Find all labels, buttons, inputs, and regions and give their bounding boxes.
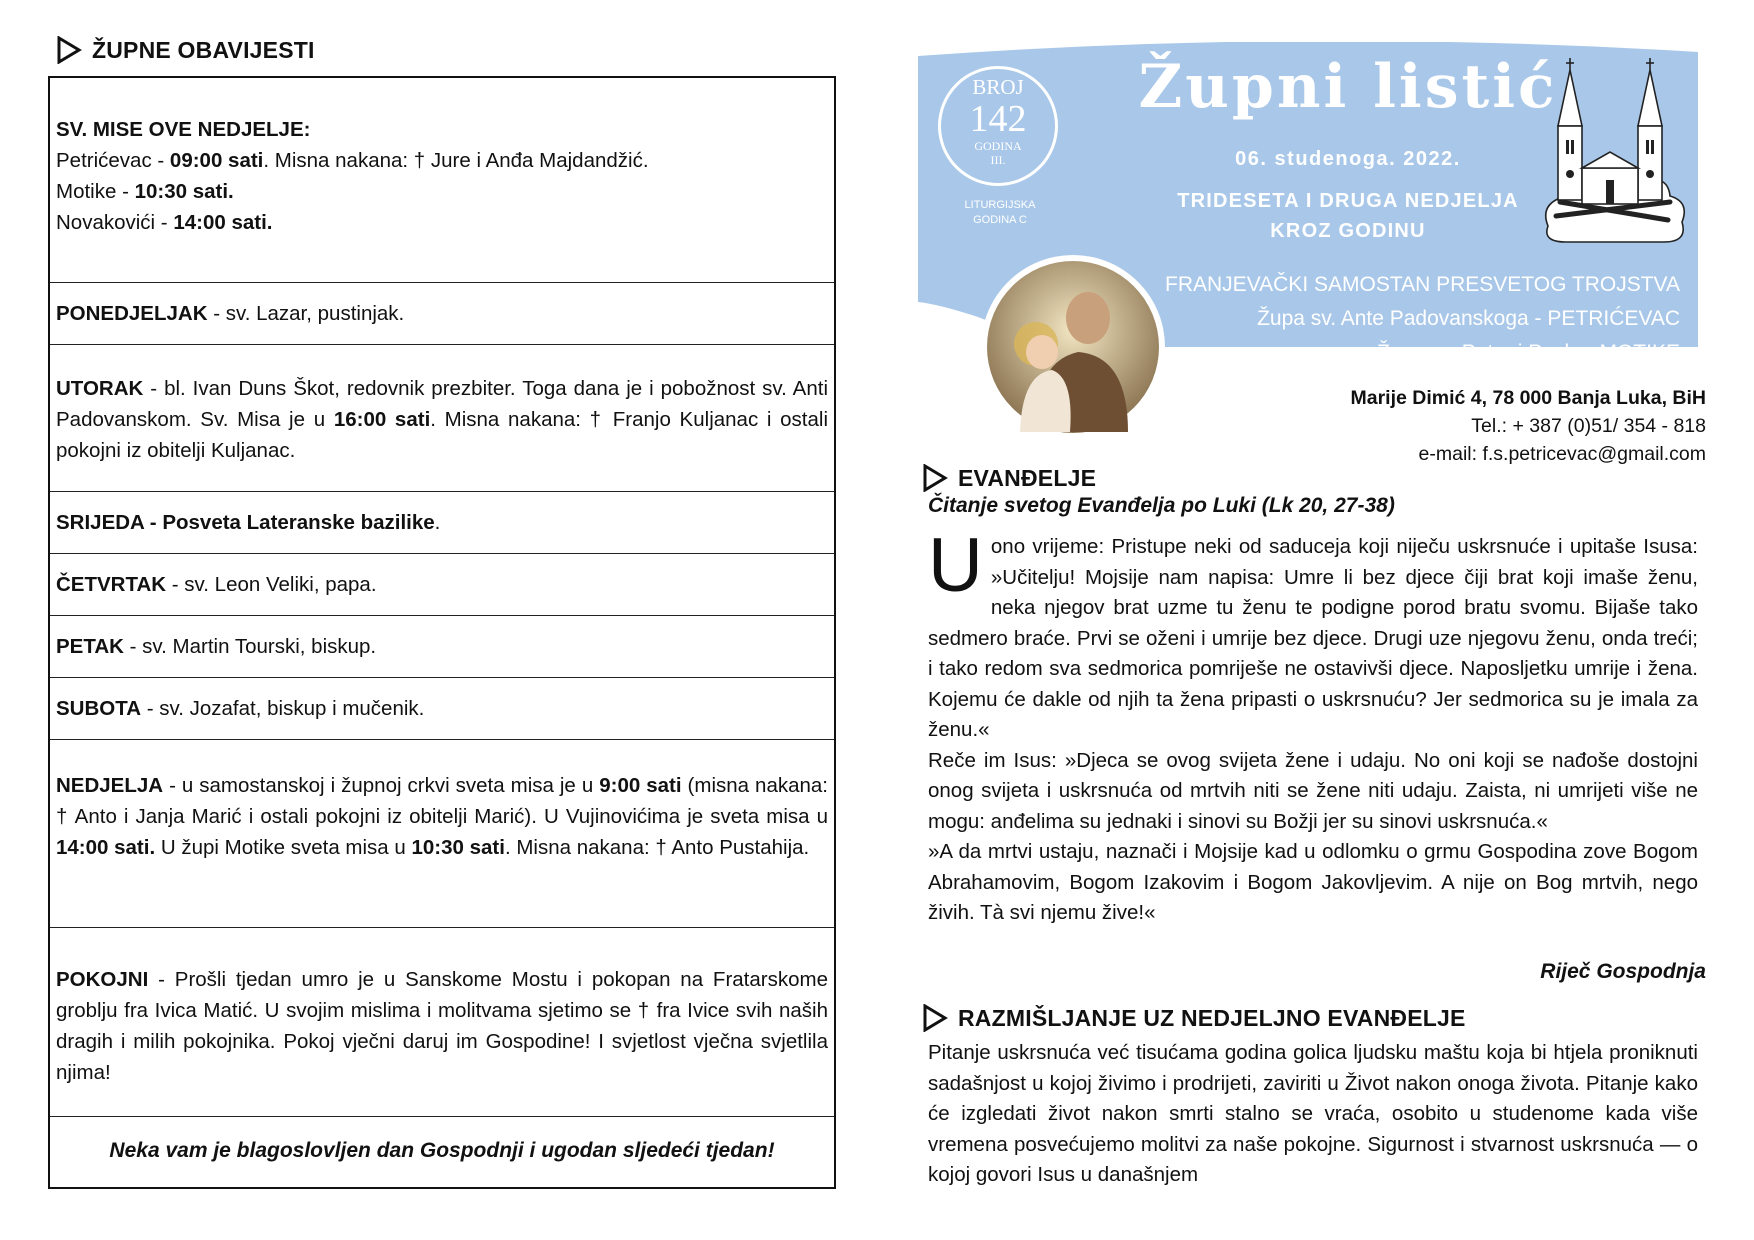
reflection-heading <box>922 1004 1466 1032</box>
mass-place: Petrićevac - <box>56 149 170 172</box>
day-label: UTORAK <box>56 377 144 400</box>
sunday-line-2: KROZ GODINU <box>1270 220 1426 242</box>
paragraph-text: ono vrijeme: Pristupe neki od saduceja koji niječu uskrsnuće i upitaše Isusa: »Učitelju! Mojsije nam napisa: Umre li bez djece čiji brat koji imaše ženu, neka njegov brat uzme tu ženu te podigne porod bratu svomu. Bijaše tako sedmero braće. Prvi se oženi i umrije bez djece. Drugi uze njegovu ženu, onda treći; i tako redom sva sedmorica pomriješe ne ostavivši djece. Naposljetku umrije i žena. Kojemu će dakle od njih ta žena pripasti o uskrsnuću? Jer sedmorica su je imala za ženu.« <box>928 535 1698 741</box>
masses-title: SV. MISE OVE NEDJELJE: <box>56 118 311 141</box>
liturgical-year <box>940 198 1060 228</box>
mass-time: 10:30 sati <box>411 836 505 859</box>
reflection-text: Pitanje uskrsnuća već tisućama godina golica ljudsku maštu koja bi htjela proniknuti sadašnjost u kojoj živimo i prodrijeti, zaviriti u Život nakon onoga života. Pitanje kako će izgledati život nakon smrti stalno se vraća, osobito u studenome kada više vremena posvećujemo molitvi za naše pokojne. Sigurnost i stvarnost uskrsnuća — o kojoj govori Isus u današnjem <box>928 1041 1698 1186</box>
mass-place: Motike - <box>56 180 135 203</box>
liturgical-year-value: GODINA C <box>973 214 1027 226</box>
mass-time: 09:00 sati <box>169 149 264 172</box>
day-label: ČETVRTAK <box>56 573 167 596</box>
mass-time: 10:30 sati. <box>134 180 234 203</box>
day-text: - Prošli tjedan umro je u Sanskome Mostu i pokopan na Fratarskome groblju fra Ivica Matić. U svojim mislima i molitvama sjetimo se † fra Ivice svih naših dragih i milih pokojnika. Pokoj vječni daruj im Gospodine! I svjetlost vječna svjetlila njima! <box>56 968 828 1084</box>
day-text: - sv. Lazar, pustinjak. <box>207 302 405 325</box>
thursday-row <box>50 554 834 616</box>
day-text: - bl. Ivan Duns Škot, redovnik prezbiter. Toga dana je i pobožnost sv. Anti Padovanskom. Sv. Misa je u <box>56 377 828 431</box>
church-icon <box>1538 56 1690 252</box>
day-text: . Misna nakana: † Anto Pustahija. <box>504 836 810 859</box>
day-text: - sv. Jozafat, biskup i mučenik. <box>141 697 425 720</box>
masses-row <box>50 78 834 283</box>
play-triangle-icon <box>922 464 948 492</box>
saint-anthony-medallion <box>978 252 1168 442</box>
gospel-heading <box>922 464 1096 492</box>
mass-intention: . Misna nakana: † Jure i Anđa Majdandžić. <box>263 149 649 172</box>
announcements-table <box>48 76 836 1189</box>
monastery-name: FRANJEVAČKI SAMOSTAN PRESVETOG TROJSTVA <box>1165 273 1680 296</box>
contact-info <box>1351 384 1707 468</box>
mass-time: 9:00 sati <box>599 774 682 797</box>
announcements-heading <box>56 36 315 64</box>
issue-year-label: GODINA <box>974 139 1022 153</box>
email-address: e-mail: f.s.petricevac@gmail.com <box>1418 443 1706 465</box>
day-label: SRIJEDA <box>56 511 145 534</box>
issue-number: 142 <box>969 98 1027 140</box>
mass-time: 14:00 sati. <box>173 211 273 234</box>
gospel-paragraph: Reče im Isus: »Djeca se ovog svijeta žene i udaju. No oni koji se nađoše dostojni onog svijeta i uskrsnuća od mrtvih niti se žene niti udaju. Zaista, ni umrijeti više ne mogu: anđelima su jednaki i sinovi su Božji jer su sinovi uskrsnuća.« <box>928 748 1698 833</box>
day-text: - Posveta Lateranske bazilike <box>144 511 435 534</box>
closing-blessing: Neka vam je blagoslovljen dan Gospodnji i ugodan sljedeći tjedan! <box>109 1139 775 1162</box>
liturgical-year-label: LITURGIJSKA <box>964 199 1036 211</box>
reflection-title: RAZMIŠLJANJE UZ NEDJELJNO EVANĐELJE <box>958 1004 1466 1031</box>
tuesday-row <box>50 345 834 492</box>
gospel-title: EVANĐELJE <box>958 464 1097 491</box>
punctuation: . <box>434 511 441 534</box>
gospel-paragraph <box>928 523 1698 746</box>
postal-address: Marije Dimić 4, 78 000 Banja Luka, BiH <box>1350 387 1706 409</box>
issue-year: III. <box>990 153 1006 167</box>
sunday-line-1: TRIDESETA I DRUGA NEDJELJA <box>1177 190 1519 212</box>
announcements-title: ŽUPNE OBAVIJESTI <box>92 36 315 63</box>
phone-number: Tel.: + 387 (0)51/ 354 - 818 <box>1471 415 1706 437</box>
mass-place: Novakovići - <box>56 211 174 234</box>
issue-number-badge <box>938 66 1058 186</box>
issue-date: 06. studenoga. 2022. <box>1235 148 1461 170</box>
monday-row <box>50 283 834 345</box>
day-label: PETAK <box>56 635 124 658</box>
gospel-paragraph: »A da mrtvi ustaju, naznači i Mojsije kad u odlomku o grmu Gospodina zove Bogom Abrahamovim, Bogom Izakovim i Bogom Jakovljevim. A nije on Bog mrtvih, nego živih. Tà svi njemu žive!« <box>928 840 1698 924</box>
parish-name-1: Župa sv. Ante Padovanskoga - PETRIĆEVAC <box>1257 307 1680 330</box>
parish-info <box>1165 268 1680 370</box>
play-triangle-icon <box>56 36 82 64</box>
saturday-row <box>50 678 834 740</box>
friday-row <box>50 616 834 678</box>
play-triangle-icon <box>922 1004 948 1032</box>
day-text: (misna nakana: † Anto i Janja Marić i ostali pokojni iz obitelji Marić). U Vujinovićima je sveta misa u <box>56 774 828 828</box>
day-text: U župi Motike sveta misa u <box>155 836 412 859</box>
day-text: - sv. Martin Tourski, biskup. <box>123 635 377 658</box>
day-label: SUBOTA <box>56 697 142 720</box>
issue-label: BROJ <box>972 75 1024 99</box>
masthead-banner <box>918 42 1708 364</box>
day-text: . Misna nakana: † Franjo Kuljanac i ostali pokojni iz obitelji Kuljanac. <box>56 408 828 462</box>
deceased-row <box>50 928 834 1117</box>
drop-cap: U <box>928 523 983 608</box>
gospel-sign-off: Riječ Gospodnja <box>1540 960 1706 983</box>
day-label: POKOJNI <box>56 968 149 991</box>
sunday-row <box>50 740 834 928</box>
liturgical-sunday <box>1128 186 1568 246</box>
day-label: NEDJELJA <box>56 774 164 797</box>
mass-time: 14:00 sati. <box>56 836 156 859</box>
gospel-text <box>928 523 1698 929</box>
gospel-reference: Čitanje svetog Evanđelja po Luki (Lk 20, 27-38) <box>928 494 1395 517</box>
day-label: PONEDJELJAK <box>56 302 208 325</box>
day-text: - sv. Leon Veliki, papa. <box>166 573 377 596</box>
day-text: - u samostanskoj i župnoj crkvi sveta misa je u <box>163 774 600 797</box>
wednesday-row <box>50 492 834 554</box>
mass-time: 16:00 sati <box>333 408 431 431</box>
masthead-title: Župni listić <box>1138 52 1558 122</box>
parish-name-2: Župa sv. Petra i Pavla - MOTIKE <box>1376 341 1680 364</box>
